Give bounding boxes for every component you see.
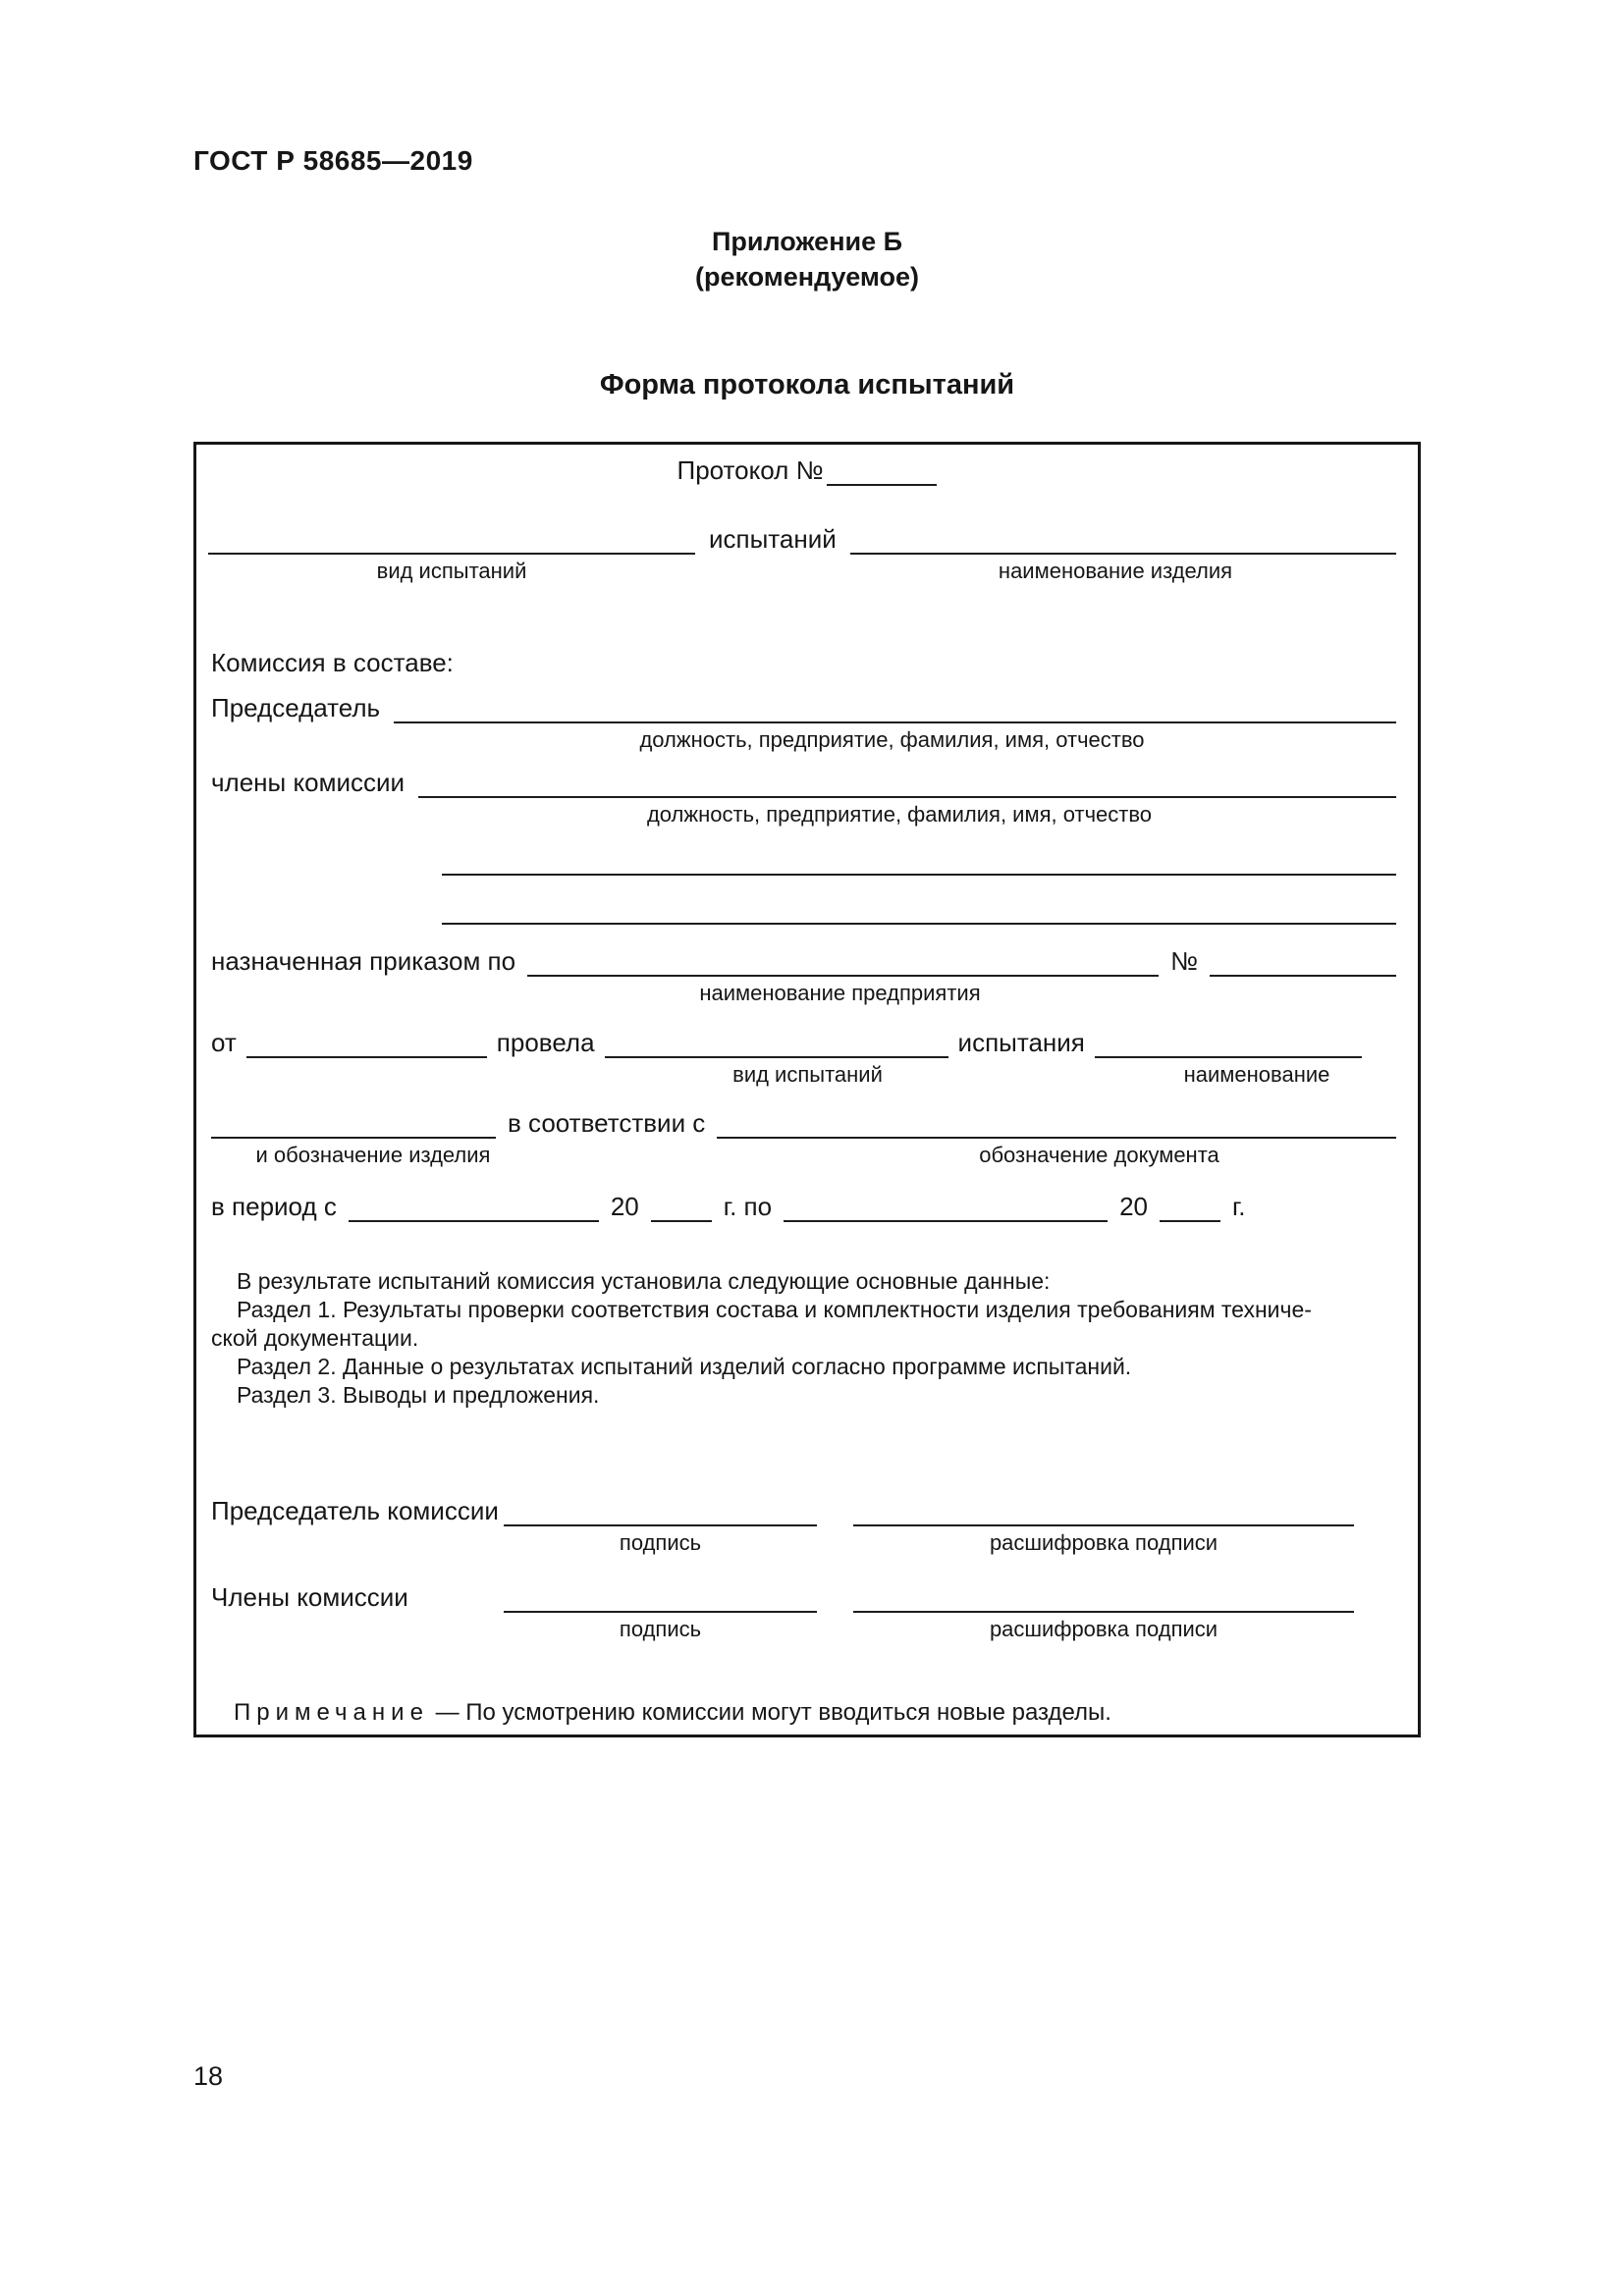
document-blank [717,1137,1396,1139]
conducted-label: провела [496,1028,595,1057]
results-line: ской документации. [211,1325,419,1351]
sign-members-label: Члены комиссии [211,1582,408,1612]
chairman-row [211,692,1396,723]
results-line: В результате испытаний комиссия установила следующие основные данные: [237,1268,1051,1294]
members-extra-blank-2 [442,923,1396,925]
results-line: Раздел 2. Данные о результатах испытаний изделий согласно программе испытаний. [237,1354,1132,1379]
page-number: 18 [193,2061,224,2091]
product-blank [1095,1056,1362,1058]
caption-product-designation: и обозначение изделия [255,1143,491,1167]
protocol-form [193,442,1421,1737]
protocol-number-blank [827,484,937,486]
caption-product-name: наименование изделия [998,559,1233,583]
period-row [211,1191,1396,1222]
caption-members-decode: расшифровка подписи [989,1617,1218,1641]
caption-test-kind: вид испытаний [732,1062,883,1087]
sign-chairman-signature-blank [504,1524,817,1526]
sign-members-row [211,1581,1354,1613]
number-sign: № [1170,946,1198,976]
appendix-subtitle: (рекомендуемое) [695,262,919,292]
sign-chairman-label: Председатель комиссии [211,1496,499,1525]
sign-members-signature-blank [504,1611,817,1613]
enterprise-blank [527,975,1159,977]
protocol-number-row [196,453,1418,486]
period-end-label: г. [1231,1192,1246,1221]
members-extra-blank-1 [442,874,1396,876]
product-designation-blank [211,1137,496,1139]
year-prefix-2: 20 [1119,1192,1148,1221]
caption-document-designation: обозначение документа [979,1143,1219,1167]
product-name-blank [850,553,1396,555]
note [234,1699,1398,1727]
appointed-label: назначенная приказом по [211,946,516,976]
test-type-blank [208,553,695,555]
appointed-row [211,945,1396,977]
test-kind-blank [605,1056,948,1058]
sign-chairman-name-blank [853,1524,1354,1526]
date-to-blank [784,1220,1108,1222]
year-from-blank [651,1220,712,1222]
period-mid-label: г. по [723,1192,773,1221]
chairman-blank [394,721,1396,723]
accordance-label: в соответствии с [508,1108,706,1138]
results-line: Раздел 1. Результаты проверки соответствия состава и комплектности изделия требованиям техниче- [237,1297,1312,1322]
year-to-blank [1160,1220,1220,1222]
standard-code: ГОСТ Р 58685—2019 [193,145,473,176]
caption-members-signature: подпись [619,1617,702,1641]
members-row [211,767,1396,798]
caption-chairman-signature: подпись [619,1530,702,1555]
members-label: члены комиссии [211,768,406,797]
caption-test-type: вид испытаний [376,559,527,583]
appendix-title: Приложение Б [711,227,903,256]
note-text: — По усмотрению комиссии могут вводиться новые разделы. [435,1699,1111,1726]
caption-members-position: должность, предприятие, фамилия, имя, отчество [646,802,1153,827]
from-label: от [211,1028,237,1057]
tests-row [208,523,1396,555]
form-title: Форма протокола испытаний [599,369,1015,400]
tests-word-label: испытания [957,1028,1085,1057]
order-number-blank [1210,975,1396,977]
conducted-row [211,1027,1362,1058]
date-from-blank [349,1220,599,1222]
year-prefix-1: 20 [610,1192,639,1221]
tests-label: испытаний [709,524,837,554]
accordance-row [211,1107,1396,1139]
results-line: Раздел 3. Выводы и предложения. [237,1382,600,1408]
members-blank [418,796,1396,798]
protocol-number-label: Протокол № [677,455,824,485]
results-paragraph [211,1267,1406,1410]
appendix-heading [193,224,1421,294]
chairman-label: Председатель [211,693,381,722]
caption-chairman-position: должность, предприятие, фамилия, имя, отчество [639,727,1145,752]
sign-members-name-blank [853,1611,1354,1613]
note-label: Примечание [234,1699,429,1726]
caption-enterprise-name: наименование предприятия [699,981,981,1005]
period-label: в период с [211,1192,337,1221]
caption-chairman-decode: расшифровка подписи [989,1530,1218,1555]
sign-chairman-row [211,1495,1354,1526]
order-date-blank [246,1056,487,1058]
caption-name: наименование [1183,1062,1330,1087]
commission-heading: Комиссия в составе: [211,648,454,677]
